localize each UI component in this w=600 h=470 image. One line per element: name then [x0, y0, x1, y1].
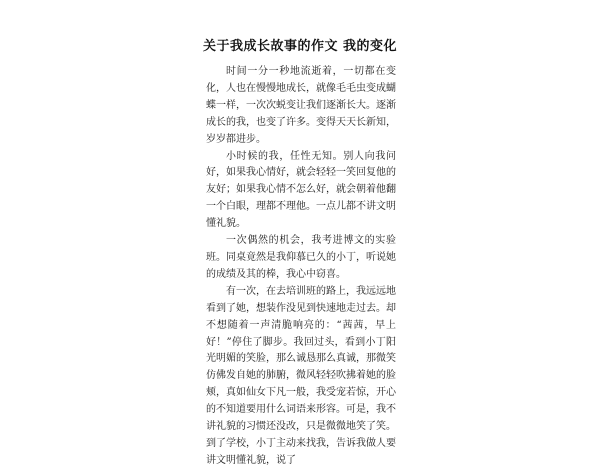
document-body: [206, 64, 396, 470]
paragraph: 一次偶然的机会，我考进博文的实验班。同桌竟然是我仰慕已久的小丁，听说她的成绩及其的棒，我心中窃喜。: [206, 235, 396, 280]
document-title: 关于我成长故事的作文 我的变化: [202, 39, 398, 54]
paragraph: 时间一分一秒地流逝着，一切都在变化，人也在慢慢地成长，就像毛毛虫变成蝴蝶一样，一次次蜕变让我们逐渐长大。逐渐成长的我，也变了许多。变得天天长新知，岁岁都进步。: [206, 66, 396, 145]
paragraph: 有一次，在去培训班的路上，我远远地看到了她，想装作没见到快速地走过去。却不想随着一声清脆响亮的：“茜茜，早上好！”停住了脚步。我回过头，看到小丁阳光明媚的笑脸，那么诚恳那么真诚，那微笑仿佛发自她的肺腑，微风轻轻吹拂着她的脸颊，真如仙女下凡一般，我受宠若惊，开心的不知道要用什么词语来形容。可是，我不讲礼貌的习惯还没改，只是微微地笑了笑。到了学校，小丁主动来找我，告诉我做人要讲文明懂礼貌，说了: [206, 285, 396, 466]
paragraph: 小时候的我，任性无知。别人向我问好，如果我心情好，就会轻轻一笑回复他的友好；如果我心情不怎么好，就会朝着他翻一个白眼，理都不理他。一点儿都不讲文明懂礼貌。: [206, 150, 396, 230]
